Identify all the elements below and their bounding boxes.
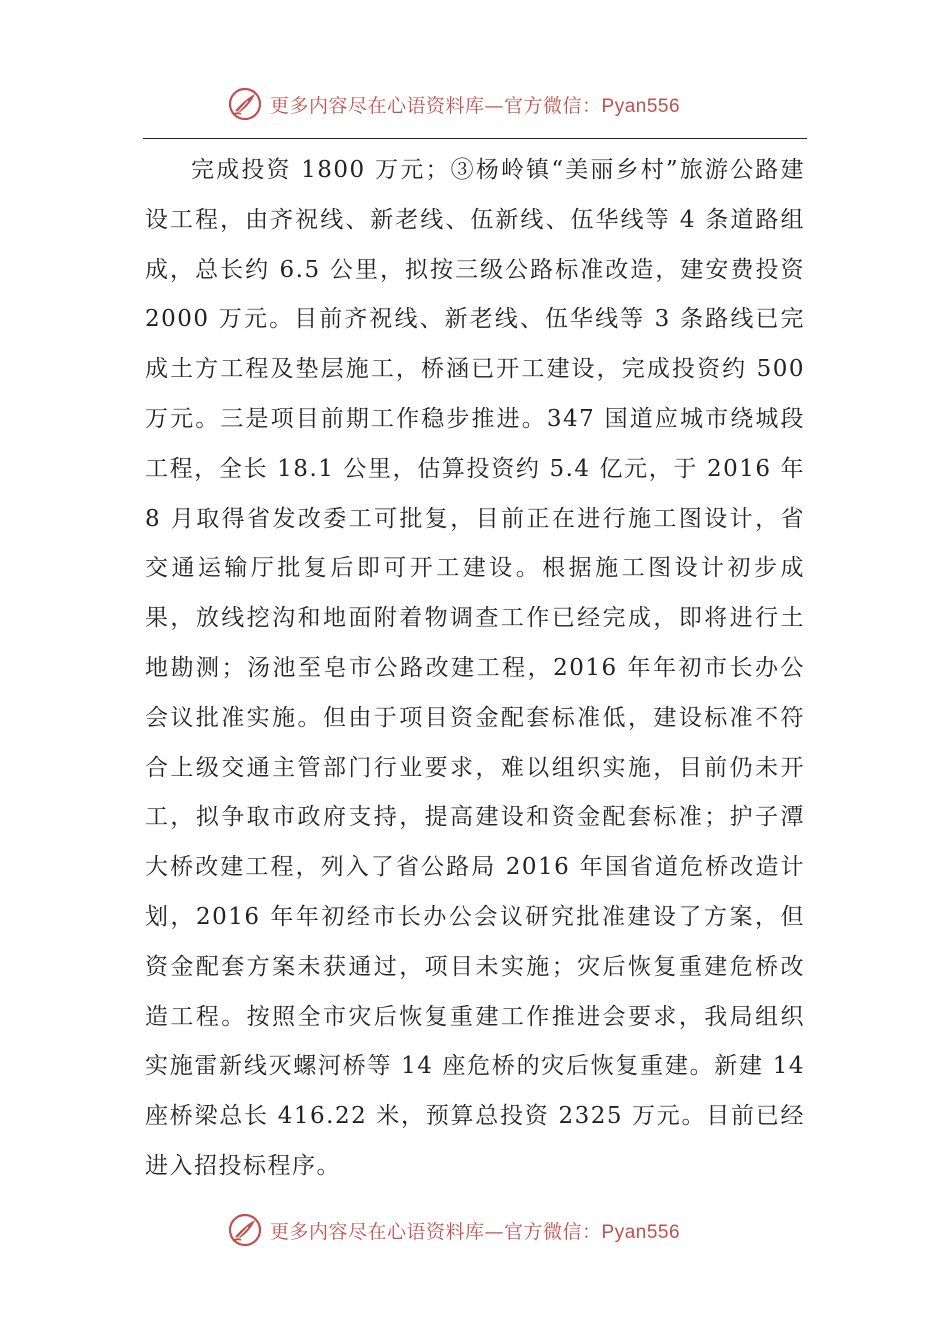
- footer-brand: 更多内容尽在心语资料库: [270, 1220, 485, 1243]
- header-rule: [143, 138, 807, 139]
- header-separator: —: [484, 94, 505, 117]
- footer-banner-text: [270, 1217, 680, 1244]
- footer-separator: —: [484, 1220, 505, 1243]
- footer-wechat-id: Pyan556: [601, 1221, 681, 1243]
- quill-logo-icon: [228, 87, 262, 121]
- footer-banner: [228, 1210, 680, 1250]
- header-brand: 更多内容尽在心语资料库: [270, 94, 485, 117]
- footer-official-label: 官方微信：: [504, 1220, 602, 1243]
- header-banner: [228, 84, 680, 124]
- quill-logo-icon: [228, 1213, 262, 1247]
- body-paragraph: 完成投资 1800 万元；③杨岭镇“美丽乡村”旅游公路建设工程，由齐祝线、新老线、伍新线、伍华线等 4 条道路组成，总长约 6.5 公里，拟按三级公路标准改造，建安费投资 2000 万元。目前齐祝线、新老线、伍华线等 3 条路线已完成土方工程及垫层施工，桥涵已开工建设，完成投资约 500 万元。三是项目前期工作稳步推进。347 国道应城市绕城段工程，全长 18.1 公里，估算投资约 5.4 亿元，于 2016 年 8 月取得省发改委工可批复，目前正在进行施工图设计，省交通运输厅批复后即可开工建设。根据施工图设计初步成果，放线挖沟和地面附着物调查工作已经完成，即将进行土地勘测；汤池至皂市公路改建工程，2016 年年初市长办公会议批准实施。但由于项目资金配套标准低，建设标准不符合上级交通主管部门行业要求，难以组织实施，目前仍未开工，拟争取市政府支持，提高建设和资金配套标准；护子潭大桥改建工程，列入了省公路局 2016 年国省道危桥改造计划，2016 年年初经市长办公会议研究批准建设了方案，但资金配套方案未获通过，项目未实施；灾后恢复重建危桥改造工程。按照全市灾后恢复重建工作推进会要求，我局组织实施雷新线灭螺河桥等 14 座危桥的灾后恢复重建。新建 14 座桥梁总长 416.22 米，预算总投资 2325 万元。目前已经进入招投标程序。: [145, 157, 805, 1179]
- header-wechat-id: Pyan556: [601, 95, 681, 117]
- header-official-label: 官方微信：: [504, 94, 602, 117]
- header-banner-text: [270, 91, 680, 118]
